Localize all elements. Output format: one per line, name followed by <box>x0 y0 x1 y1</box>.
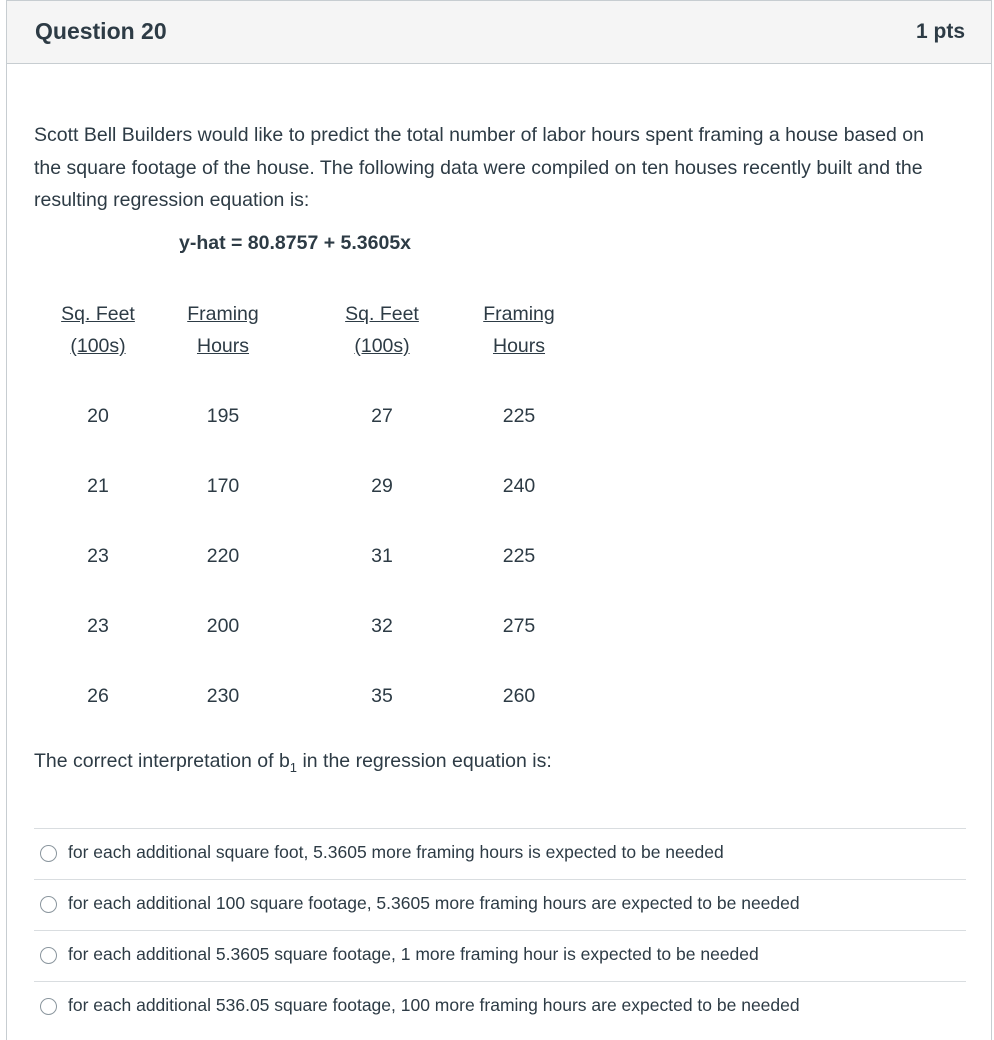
table-cell: 225 <box>502 545 536 567</box>
table-cell: 26 <box>87 685 109 707</box>
table-cell: 225 <box>502 405 536 427</box>
table-cell: 20 <box>87 405 109 427</box>
answer-label[interactable]: for each additional 5.3605 square footage, 1 more framing hour is expected to be needed <box>68 944 759 964</box>
table-header-hours-1: Framing Hours <box>187 303 259 357</box>
table-header-sqfeet-2: Sq. Feet (100s) <box>345 303 419 357</box>
table-cell: 200 <box>206 615 240 637</box>
answer-label[interactable]: for each additional square foot, 5.3605 more framing hours is expected to be needed <box>68 842 724 862</box>
table-header-sqfeet-1: Sq. Feet (100s) <box>61 303 135 357</box>
question-card <box>6 0 992 1040</box>
answer-list <box>34 828 966 1032</box>
radio-button[interactable] <box>40 896 57 913</box>
answer-label[interactable]: for each additional 536.05 square footage, 100 more framing hours are expected to be needed <box>68 995 800 1015</box>
answer-label[interactable]: for each additional 100 square footage, 5.3605 more framing hours are expected to be needed <box>68 893 800 913</box>
answer-option[interactable] <box>34 879 966 930</box>
table-cell: 195 <box>206 405 240 427</box>
table-cell: 23 <box>87 545 109 567</box>
question-header <box>7 1 991 64</box>
radio-button[interactable] <box>40 845 57 862</box>
table-cell: 31 <box>371 545 393 567</box>
table-cell: 240 <box>502 475 536 497</box>
answer-option[interactable] <box>34 981 966 1032</box>
question-title: Question 20 <box>35 18 167 44</box>
question-points: 1 pts <box>915 20 965 43</box>
question-prompt: Scott Bell Builders would like to predict the total number of labor hours spent framing a house based on the square footage of the house. The following data were compiled on ten houses recently built and the resulting regression equation is: <box>34 124 924 211</box>
radio-button[interactable] <box>40 947 57 964</box>
table-cell: 29 <box>371 475 393 497</box>
radio-button[interactable] <box>40 998 57 1015</box>
table-cell: 220 <box>206 545 240 567</box>
table-cell: 27 <box>371 405 393 427</box>
table-cell: 23 <box>87 615 109 637</box>
table-cell: 170 <box>206 475 240 497</box>
table-cell: 260 <box>502 685 536 707</box>
table-cell: 275 <box>502 615 536 637</box>
table-cell: 35 <box>371 685 393 707</box>
table-cell: 21 <box>87 475 109 497</box>
table-cell: 32 <box>371 615 393 637</box>
interpretation-prompt: The correct interpretation of $b_1$ in the regression equation is: <box>34 750 552 775</box>
regression-equation: y-hat = 80.8757 + 5.3605x <box>179 232 412 254</box>
table-cell: 230 <box>206 685 240 707</box>
answer-option[interactable] <box>34 828 966 879</box>
answer-option[interactable] <box>34 930 966 981</box>
table-header-hours-2: Framing Hours <box>483 303 555 357</box>
